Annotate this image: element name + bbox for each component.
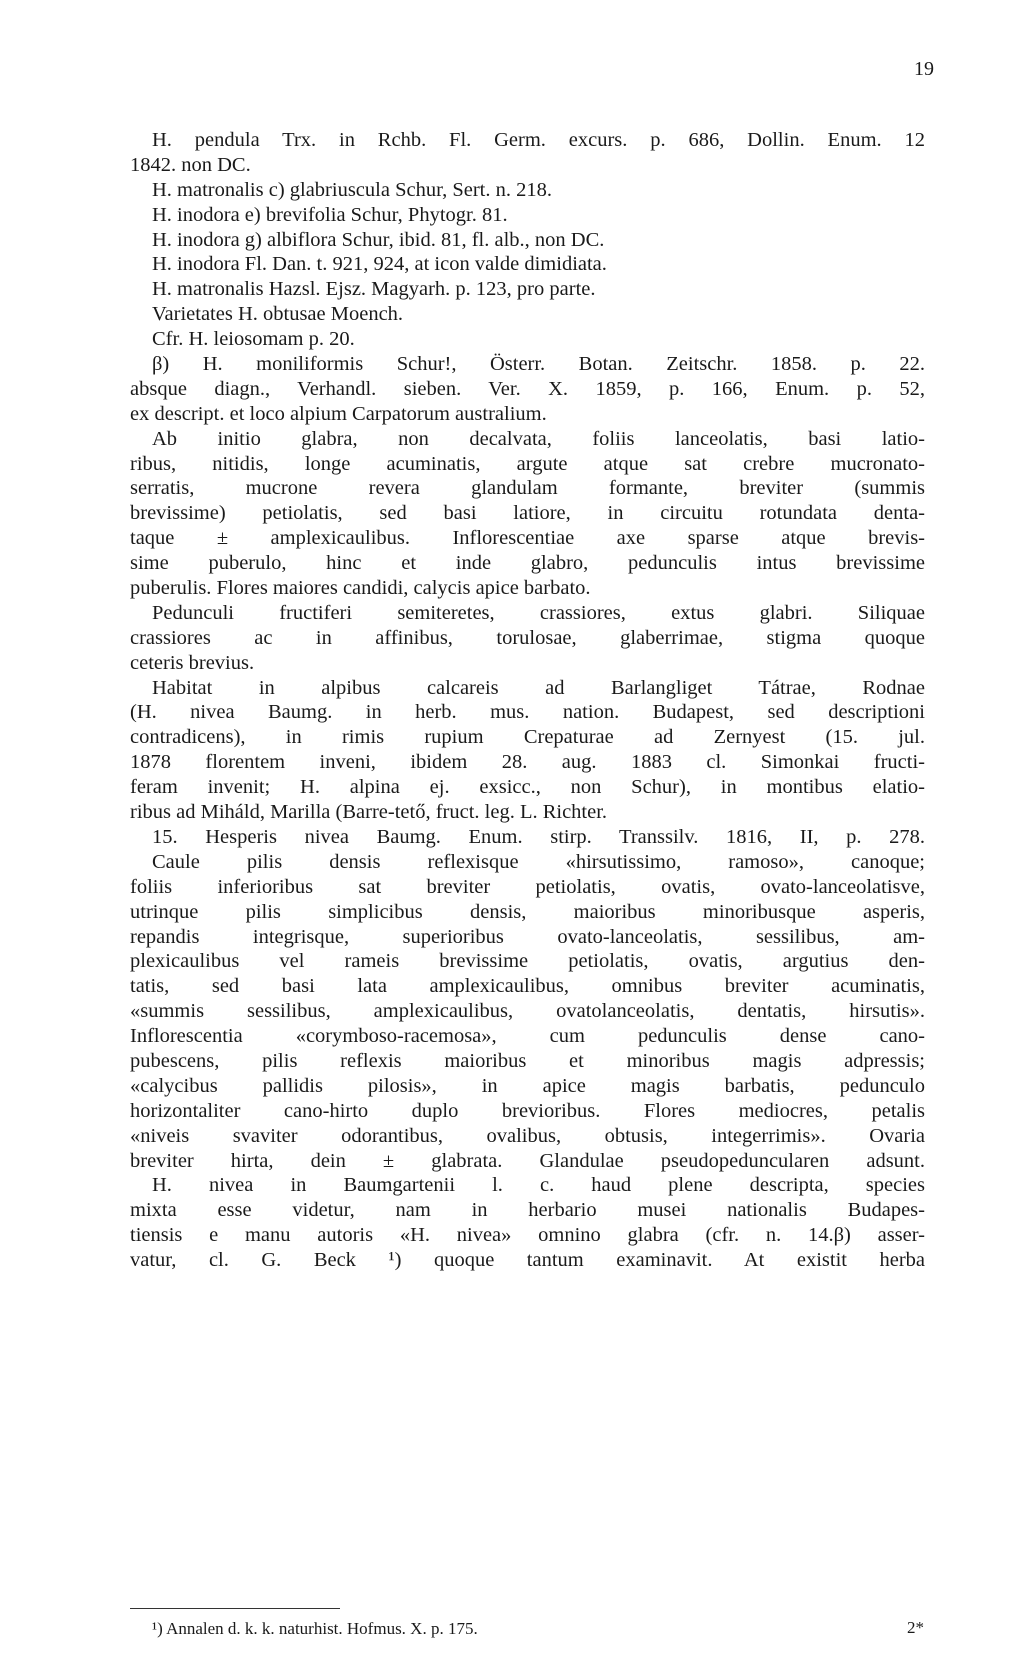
text-line: H. pendula Trx. in Rchb. Fl. Germ. excurs. p. 686, Dollin. Enum. 12 [152,129,925,151]
text-line: pubescens, pilis reflexis maioribus et minoribus magis adpressis; [130,1049,925,1072]
text-line: tatis, sed basi lata amplexicaulibus, omnibus breviter acuminatis, [130,975,925,998]
text-line: plexicaulibus vel rameis brevissime petiolatis, ovatis, argutius den- [130,950,925,973]
text-line: H. inodora g) albiflora Schur, ibid. 81, fl. alb., non DC. [152,228,605,251]
text-line: vatur, cl. G. Beck ¹) quoque tantum examinavit. At existit herba [130,1249,925,1272]
text-line: H. inodora e) brevifolia Schur, Phytogr. 81. [152,203,508,226]
body-text [130,128,925,1273]
text-line: ex descript. et loco alpium Carpatorum australium. [130,402,547,425]
text-line: serratis, mucrone revera glandulam formante, breviter (summis [130,477,925,500]
text-line: (H. nivea Baumg. in herb. mus. nation. Budapest, sed descriptioni [130,701,925,724]
footnote: ¹) Annalen d. k. k. naturhist. Hofmus. X. p. 175. [152,1619,478,1638]
text-line: foliis inferioribus sat breviter petiolatis, ovatis, ovato-lanceolatisve, [130,875,925,898]
text-line: Cfr. H. leiosomam p. 20. [152,328,355,351]
text-line: sime puberulo, hinc et inde glabro, pedunculis intus brevissime [130,552,925,575]
text-line: ribus, nitidis, longe acuminatis, argute atque sat crebre mucronato- [130,452,925,475]
text-line: crassiores ac in affinibus, torulosae, glaberrimae, stigma quoque [130,626,925,649]
text-line: tiensis e manu autoris «H. nivea» omnino glabra (cfr. n. 14.β) asser- [130,1224,925,1247]
text-line: feram invenit; H. alpina ej. exsicc., non Schur), in montibus elatio- [130,776,925,799]
text-line: H. matronalis Hazsl. Ejsz. Magyarh. p. 123, pro parte. [152,278,596,301]
text-line: 1878 florentem inveni, ibidem 28. aug. 1883 cl. Simonkai fructi- [130,751,925,774]
text-line: Varietates H. obtusae Moench. [152,303,404,326]
text-line: Caule pilis densis reflexisque «hirsutissimo, ramoso», canoque; [152,850,925,873]
text-line: brevissime) petiolatis, sed basi latiore, in circuitu rotundata denta- [130,502,925,525]
text-line: absque diagn., Verhandl. sieben. Ver. X. 1859, p. 166, Enum. p. 52, [130,377,925,400]
text-line: «summis sessilibus, amplexicaulibus, ovatolanceolatis, dentatis, hirsutis». [130,1000,925,1023]
page-number: 19 [914,58,934,80]
text-line: puberulis. Flores maiores candidi, calycis apice barbato. [130,577,591,600]
text-line: «niveis svaviter odorantibus, ovalibus, obtusis, integerrimis». Ovaria [130,1124,925,1147]
text-line: H. nivea in Baumgartenii l. c. haud plene descripta, species [152,1174,925,1197]
text-line: mixta esse videtur, nam in herbario musei nationalis Budapes- [130,1199,925,1222]
text-line: breviter hirta, dein ± glabrata. Glandulae pseudopeduncularen adsunt. [130,1149,925,1172]
text-line: Habitat in alpibus calcareis ad Barlangliget Tátrae, Rodnae [152,676,925,699]
text-line: β) H. moniliformis Schur!, Österr. Botan. Zeitschr. 1858. p. 22. [152,353,925,376]
text-line: repandis integrisque, superioribus ovato-lanceolatis, sessilibus, am- [130,925,925,948]
text-line: 15. Hesperis nivea Baumg. Enum. stirp. Transsilv. 1816, II, p. 278. [152,825,925,848]
text-line: ceteris brevius. [130,651,255,674]
text-line: 1842. non DC. [130,153,251,176]
signature-mark: 2* [907,1618,924,1637]
text-line: contradicens), in rimis rupium Crepaturae ad Zernyest (15. jul. [130,726,925,749]
text-line: «calycibus pallidis pilosis», in apice magis barbatis, pedunculo [130,1074,925,1097]
text-line: taque ± amplexicaulibus. Inflorescentiae axe sparse atque brevis- [130,527,925,550]
footnote-rule [130,1608,340,1609]
text-line: Inflorescentia «corymboso-racemosa», cum pedunculis dense cano- [130,1025,925,1048]
text-line: horizontaliter cano-hirto duplo brevioribus. Flores mediocres, petalis [130,1099,925,1122]
text-line: Ab initio glabra, non decalvata, foliis lanceolatis, basi latio- [152,427,925,450]
text-line: ribus ad Miháld, Marilla (Barre-tető, fruct. leg. L. Richter. [130,801,608,824]
text-line: H. inodora Fl. Dan. t. 921, 924, at icon valde dimidiata. [152,253,607,276]
text-line: H. matronalis c) glabriuscula Schur, Sert. n. 218. [152,178,552,201]
text-line: utrinque pilis simplicibus densis, maioribus minoribusque asperis, [130,900,925,923]
text-line: Pedunculi fructiferi semiteretes, crassiores, extus glabri. Siliquae [152,601,925,624]
